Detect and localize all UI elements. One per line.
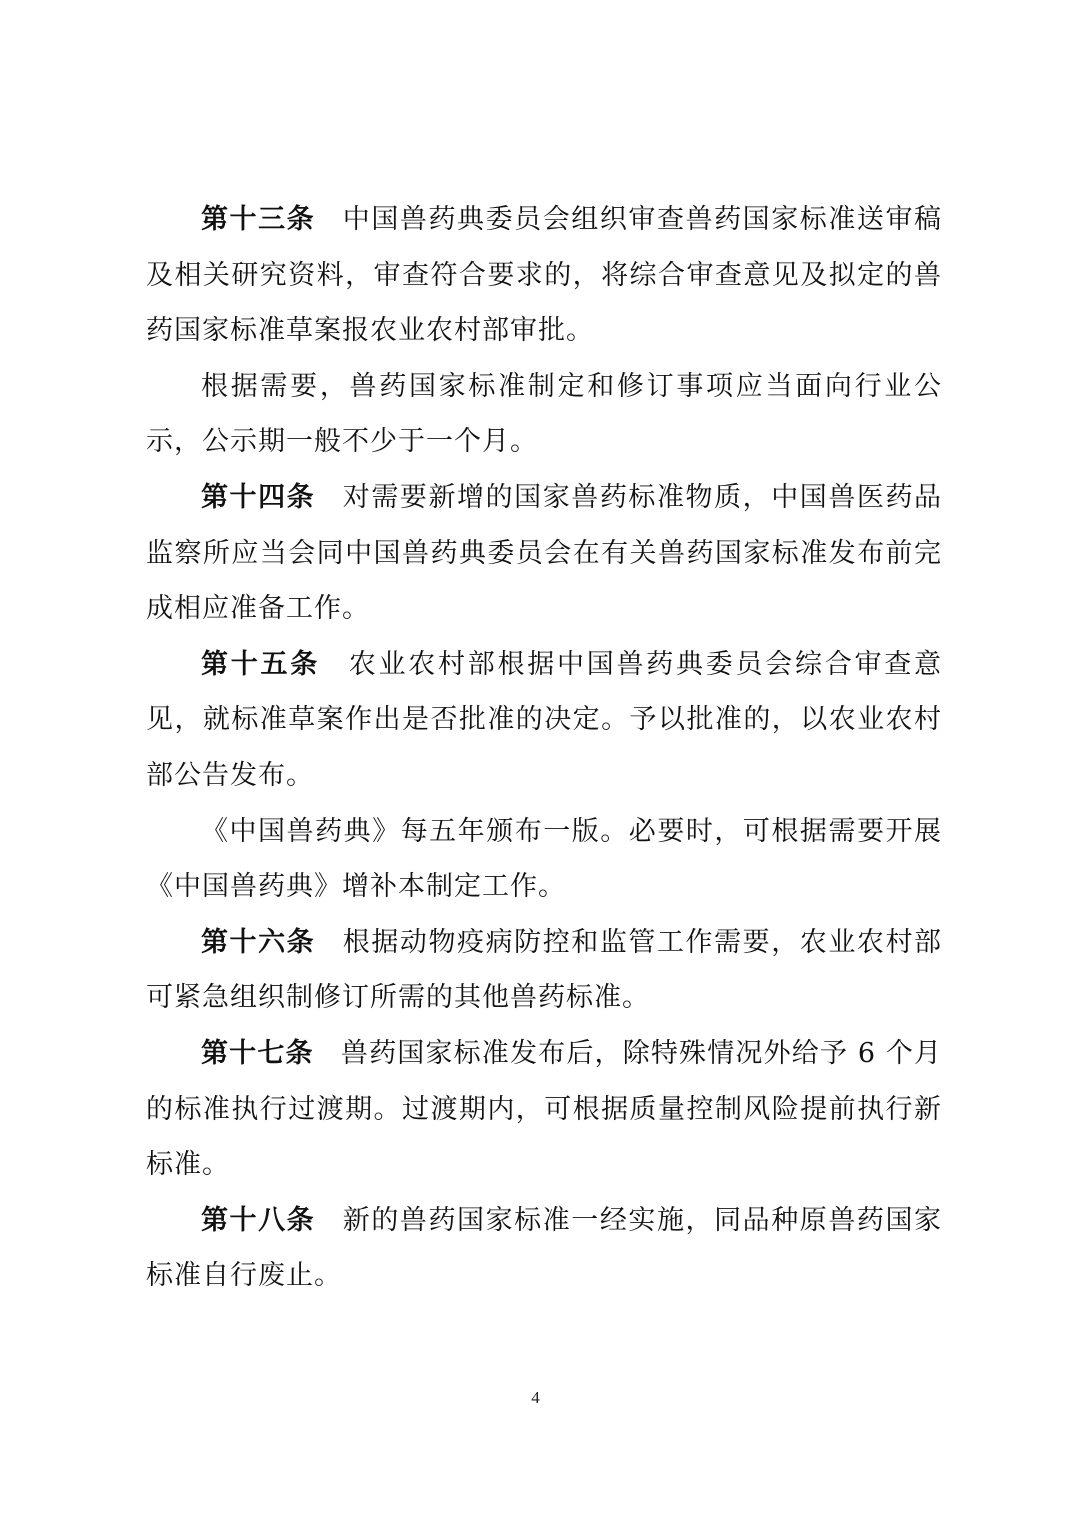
paragraph-text: 中国兽药典委员会组织审查兽药国家标准送审稿及相关研究资料，审查符合要求的，将综合审查意见及拟定的兽药国家标准草案报农业农村部审批。 xyxy=(146,204,943,347)
paragraph-text: 兽药国家标准发布后，除特殊情况外给予 6 个月的标准执行过渡期。过渡期内，可根据质量控制风险提前执行新标准。 xyxy=(146,1037,943,1181)
paragraph-text: 农业农村部根据中国兽药典委员会综合审查意见，就标准草案作出是否批准的决定。予以批准的，以农业农村部公告发布。 xyxy=(146,648,942,791)
article-label: 第十六条 xyxy=(201,926,316,958)
article-14-paragraph xyxy=(146,470,942,637)
article-label: 第十四条 xyxy=(201,481,316,513)
article-label: 第十八条 xyxy=(201,1204,316,1236)
article-18-paragraph xyxy=(146,1193,942,1304)
article-label: 第十五条 xyxy=(201,648,320,680)
paragraph-text: 对需要新增的国家兽药标准物质，中国兽医药品监察所应当会同中国兽药典委员会在有关兽药国家标准发布前完成相应准备工作。 xyxy=(146,481,943,625)
article-17-paragraph xyxy=(146,1026,942,1193)
page-number: 4 xyxy=(531,1388,540,1407)
paragraph-text: 根据需要，兽药国家标准制定和修订事项应当面向行业公示，公示期一般不少于一个月。 xyxy=(146,370,942,458)
article-label: 第十七条 xyxy=(201,1037,314,1069)
article-15-continuation-paragraph xyxy=(146,804,942,915)
article-15-paragraph xyxy=(146,637,942,804)
article-13-continuation-paragraph xyxy=(146,359,942,470)
paragraph-text: 《中国兽药典》每五年颁布一版。必要时，可根据需要开展《中国兽药典》增补本制定工作。 xyxy=(146,815,942,903)
article-16-paragraph xyxy=(146,915,942,1026)
paragraph-text: 根据动物疫病防控和监管工作需要，农业农村部可紧急组织制修订所需的其他兽药标准。 xyxy=(146,926,943,1014)
article-label: 第十三条 xyxy=(201,204,316,235)
article-13-paragraph xyxy=(146,192,942,359)
paragraph-text: 新的兽药国家标准一经实施，同品种原兽药国家标准自行废止。 xyxy=(146,1204,943,1292)
document-body xyxy=(146,192,942,1304)
